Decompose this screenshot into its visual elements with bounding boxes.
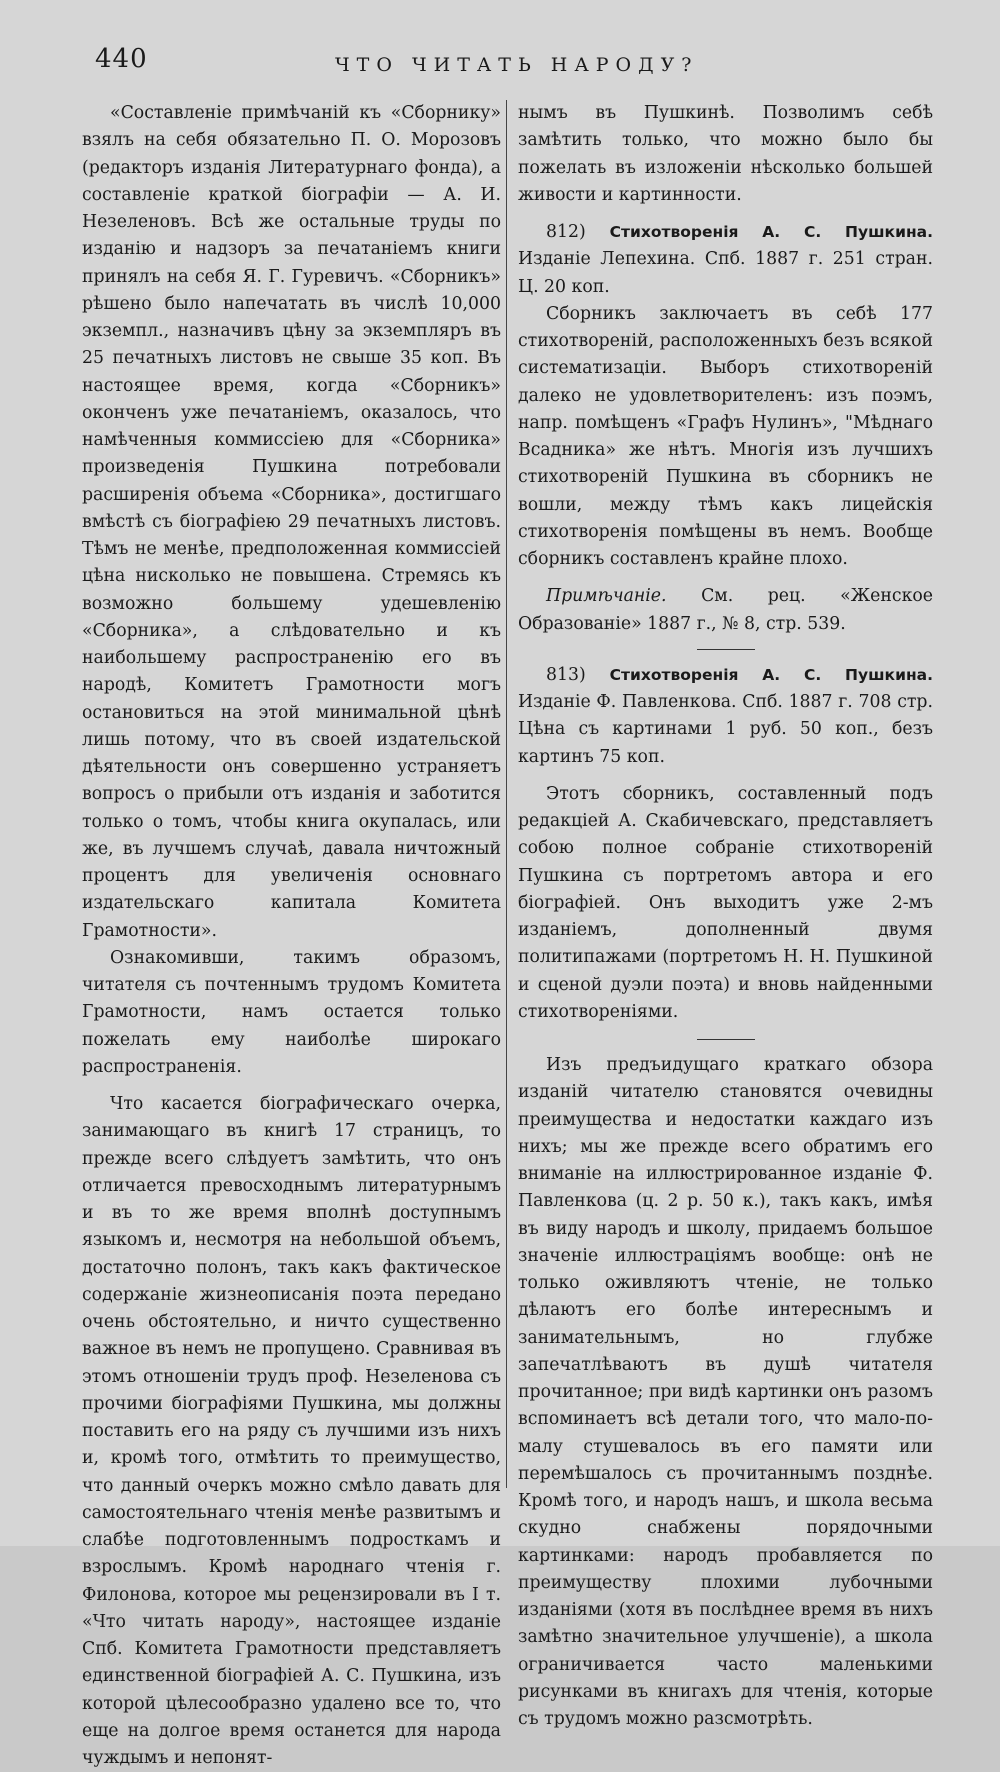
page-number: 440: [95, 44, 148, 74]
entry-813-review: Этотъ сборникъ, составленный подъ редакціей А. Скабичевскаго, представляетъ собою полное собраніе стихотвореній Пушкина съ портретомъ автора и его біографіей. Онъ выходитъ уже 2-мъ изданіемъ, дополненный двумя политипажами (портретомъ Н. Н. Пушкиной и сценой дуэли поэта) и вновь найденными стихотвореніями.: [518, 783, 933, 1022]
entry-812-details: Изданіе Лепехина. Спб. 1887 г. 251 стран. Ц. 20 коп.: [518, 249, 933, 297]
section-separator: [697, 1039, 755, 1040]
paragraph-continuation: нымъ въ Пушкинѣ. Позволимъ себѣ замѣтить только, что можно было бы пожелать въ изложеніи нѣсколько большей живости и картинности.: [518, 103, 933, 205]
paragraph-committee-quote: «Составленіе примѣчаній къ «Сборнику» взялъ на себя обязательно П. О. Морозовъ (редакторъ изданія Литературнаго фонда), а составленіе краткой біографіи — А. И. Незеленовъ. Всѣ же остальные труды по изданію и надзоръ за печатаніемъ книги принялъ на себя Я. Г. Гуревичъ. «Сборникъ» рѣшено было напечатать въ числѣ 10,000 экземпл., назначивъ цѣну за экземпляръ въ 25 печатныхъ листовъ не свыше 35 коп. Въ настоящее время, когда «Сборникъ» оконченъ уже печатаніемъ, оказалось, что намѣченныя коммиссіею для «Сборника» произведенія Пушкина потребовали расширенія объема «Сборника», достигшаго вмѣстѣ съ біографіею 29 печатныхъ листовъ. Тѣмъ не менѣе, предположенная коммиссіей цѣна нисколько не повышена. Стремясь къ возможно большему удешевленію «Сборника», а слѣдовательно и къ наибольшему распространенію его въ народѣ, Комитетъ Грамотности могъ остановиться на этой минимальной цѣнѣ лишь потому, что въ своей издательской дѣятельности онъ совершенно устраняетъ вопросъ о прибыли отъ изданія и заботится только о томъ, чтобы книга окупалась, или же, въ лучшемъ случаѣ, давала ничтожный процентъ для увеличенія основнаго издательскаго капитала Комитета Грамотности».: [82, 103, 501, 941]
running-title: ЧТО ЧИТАТЬ НАРОДУ?: [335, 54, 699, 76]
entry-812-title: Стихотворенія А. С. Пушкина.: [609, 223, 933, 241]
column-divider: [506, 100, 507, 1488]
entry-813-details: Изданіе Ф. Павленкова. Спб. 1887 г. 708 стр. Цѣна съ картинами 1 руб. 50 коп., безъ картинъ 75 коп.: [518, 692, 933, 767]
note-text: См. рец. «Женское Образованіе» 1887 г., № 8, стр. 539.: [518, 586, 933, 634]
left-column: [82, 100, 501, 1772]
paragraph-summary: Изъ предъидущаго краткаго обзора изданій читателю становятся очевидны преимущества и недостатки каждаго изъ нихъ; мы же прежде всего обратимъ его вниманіе на иллюстрированное изданіе Ф. Павленкова (ц. 2 р. 50 к.), такъ какъ, имѣя въ виду народъ и школу, придаемъ большое значеніе иллюстраціямъ вообще: онѣ не только оживляютъ чтеніе, не только дѣлаютъ его болѣе интереснымъ и занимательнымъ, но глубже запечатлѣваютъ въ душѣ читателя прочитанное; при видѣ картинки онъ разомъ вспоминаетъ всѣ детали того, что мало-по-малу стушевалось въ его памяти или перемѣшалось съ прочитаннымъ позднѣе. Кромѣ того, и народъ нашъ, и школа весьма скудно снабжены порядочными картинками: народъ пробавляется по преимуществу плохими лубочными изданіями (хотя въ послѣднее время въ нихъ замѣтно значительное улучшеніе), а школа ограничивается часто маленькими рисунками въ книгахъ для чтенія, которые съ трудомъ можно разсмотрѣть.: [518, 1055, 933, 1729]
entry-812-heading: [518, 219, 933, 301]
section-separator: [697, 649, 755, 650]
paragraph-conclusion: Ознакомивши, такимъ образомъ, читателя съ почтеннымъ трудомъ Комитета Грамотности, намъ остается только пожелать ему наиболѣе широкаго распространенія.: [82, 947, 501, 1077]
entry-813-title: Стихотворенія А. С. Пушкина.: [609, 665, 933, 684]
page-header: [95, 44, 945, 84]
entry-812-review: Сборникъ заключаетъ въ себѣ 177 стихотвореній, расположенныхъ безъ всякой систематизаціи. Выборъ стихотвореній далеко не удовлетворителенъ: изъ поэмъ, напр. помѣщенъ «Графъ Нулинъ», "Мѣднаго Всадника» же нѣтъ. Многія изъ лучшихъ стихотвореній Пушкина въ сборникъ не вошли, между тѣмъ какъ лицейскія стихотворенія помѣщены въ немъ. Вообще сборникъ составленъ крайне плохо.: [518, 303, 933, 569]
entry-812-number: 812): [546, 222, 586, 242]
paragraph-biography-review: Что касается біографическаго очерка, занимающаго въ книгѣ 17 страницъ, то прежде всего слѣдуетъ замѣтить, что онъ отличается превосходнымъ литературнымъ и въ то же время вполнѣ доступнымъ языкомъ и, несмотря на небольшой объемъ, достаточно полонъ, такъ какъ фактическое содержаніе жизнеописанія поэта передано очень обстоятельно, и ничто существенно важное въ немъ не пропущено. Сравнивая въ этомъ отношеніи трудъ проф. Незеленова съ прочими біографіями Пушкина, мы должны поставить его на ряду съ лучшими изъ нихъ и, кромѣ того, отмѣтить то преимущество, что данный очеркъ можно смѣло давать для самостоятельнаго чтенія менѣе развитымъ и слабѣе подготовленнымъ подросткамъ и взрослымъ. Кромѣ народнаго чтенія г. Филонова, которое мы рецензировали въ I т. «Что читать народу», настоящее изданіе Спб. Комитета Грамотности представляетъ единственной біографіей А. С. Пушкина, изъ которой цѣлесообразно удалено все то, что еще на долгое время останется для народа чуждымъ и непонят-: [82, 1094, 501, 1768]
right-column: [518, 100, 933, 1733]
note-label: Примѣчаніе.: [546, 586, 667, 607]
entry-813-heading: [518, 662, 933, 771]
entry-813-number: 813): [546, 664, 586, 685]
entry-812-note: [518, 583, 933, 638]
